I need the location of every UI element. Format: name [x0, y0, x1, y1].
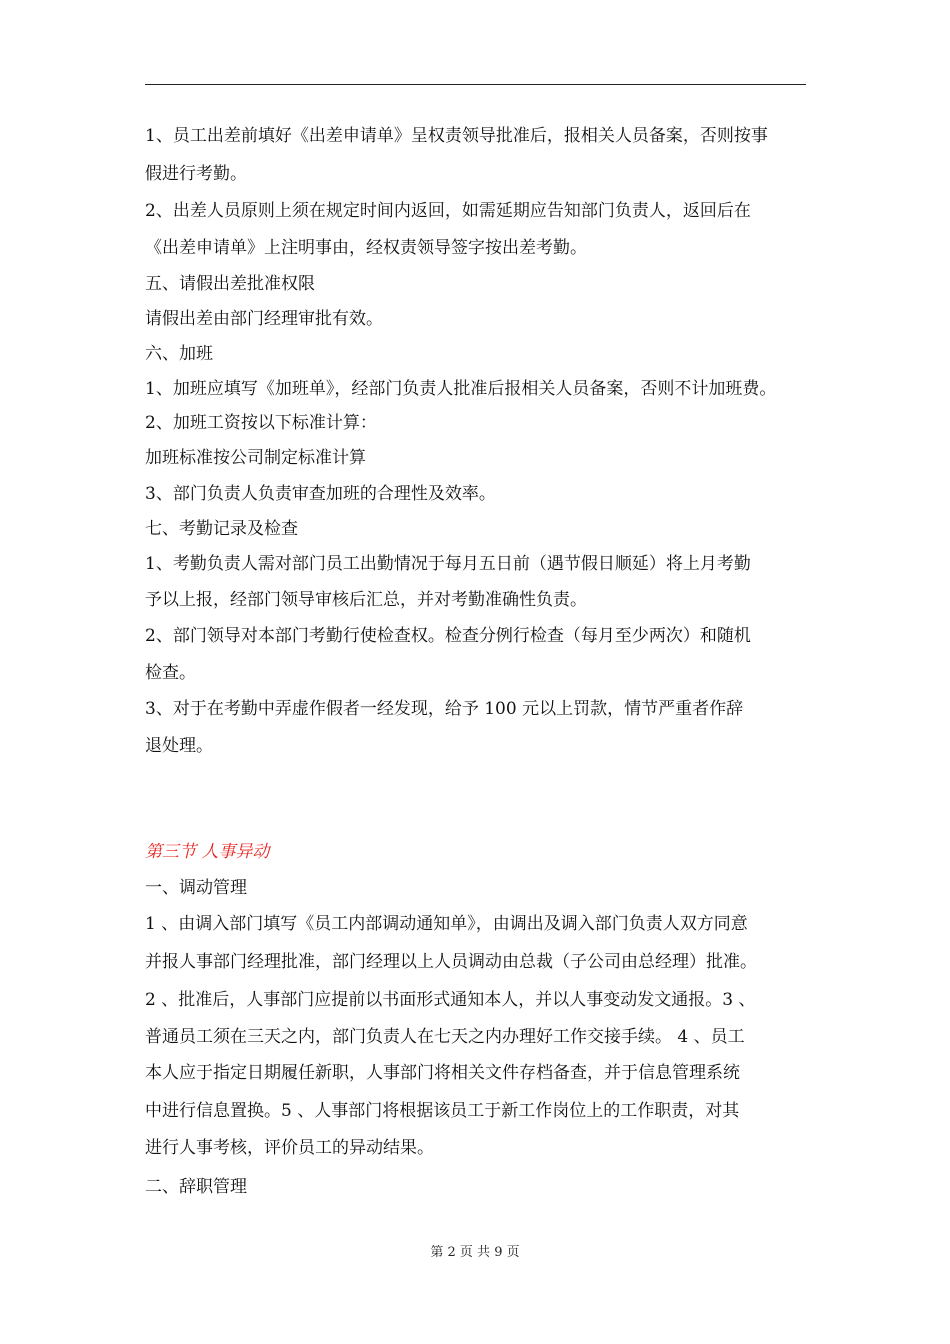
paragraph-line: 《出差申请单》上注明事由，经权责领导签字按出差考勤。	[145, 238, 587, 258]
paragraph-line: 检查。	[145, 663, 196, 683]
paragraph-line: 普通员工须在三天之内，部门负责人在七天之内办理好工作交接手续。 4 、员工	[145, 1027, 745, 1047]
paragraph-line: 请假出差由部门经理审批有效。	[145, 309, 383, 329]
paragraph-line: 1、考勤负责人需对部门员工出勤情况于每月五日前（遇节假日顺延）将上月考勤	[145, 554, 751, 574]
paragraph-line: 本人应于指定日期履任新职，人事部门将相关文件存档备查，并于信息管理系统	[145, 1063, 740, 1083]
chapter-section-title: 第三节 人事异动	[145, 842, 270, 862]
paragraph-line: 予以上报，经部门领导审核后汇总，并对考勤准确性负责。	[145, 590, 587, 610]
section-heading: 二、辞职管理	[145, 1177, 247, 1197]
paragraph-line: 退处理。	[145, 736, 213, 756]
paragraph-line: 加班标准按公司制定标准计算	[145, 448, 366, 468]
paragraph-line: 1、员工出差前填好《出差申请单》呈权责领导批准后，报相关人员备案，否则按事	[145, 126, 768, 146]
paragraph-line: 假进行考勤。	[145, 164, 247, 184]
paragraph-line: 3、对于在考勤中弄虚作假者一经发现，给予 100 元以上罚款，情节严重者作辞	[145, 699, 744, 719]
paragraph-line: 1、加班应填写《加班单》，经部门负责人批准后报相关人员备案，否则不计加班费。	[145, 379, 777, 399]
paragraph-line: 2、加班工资按以下标准计算：	[145, 413, 377, 433]
paragraph-line: 1 、由调入部门填写《员工内部调动通知单》，由调出及调入部门负责人双方同意	[145, 914, 748, 934]
paragraph-line: 2 、批准后，人事部门应提前以书面形式通知本人，并以人事变动发文通报。3 、	[145, 990, 756, 1010]
page-number: 第 2 页 共 9 页	[430, 1245, 520, 1260]
paragraph-line: 3、部门负责人负责审查加班的合理性及效率。	[145, 484, 496, 504]
paragraph-line: 并报人事部门经理批准，部门经理以上人员调动由总裁（子公司由总经理）批准。	[145, 952, 757, 972]
section-heading: 六、加班	[145, 344, 213, 364]
paragraph-line: 中进行信息置换。5 、人事部门将根据该员工于新工作岗位上的工作职责，对其	[145, 1101, 740, 1121]
section-heading: 五、请假出差批准权限	[145, 274, 315, 294]
section-heading: 一、调动管理	[145, 878, 247, 898]
paragraph-line: 进行人事考核，评价员工的异动结果。	[145, 1138, 434, 1158]
section-heading: 七、考勤记录及检查	[145, 519, 298, 539]
paragraph-line: 2、部门领导对本部门考勤行使检查权。检查分例行检查（每月至少两次）和随机	[145, 626, 751, 646]
paragraph-line: 2、出差人员原则上须在规定时间内返回，如需延期应告知部门负责人，返回后在	[145, 201, 751, 221]
header-rule	[145, 84, 806, 85]
